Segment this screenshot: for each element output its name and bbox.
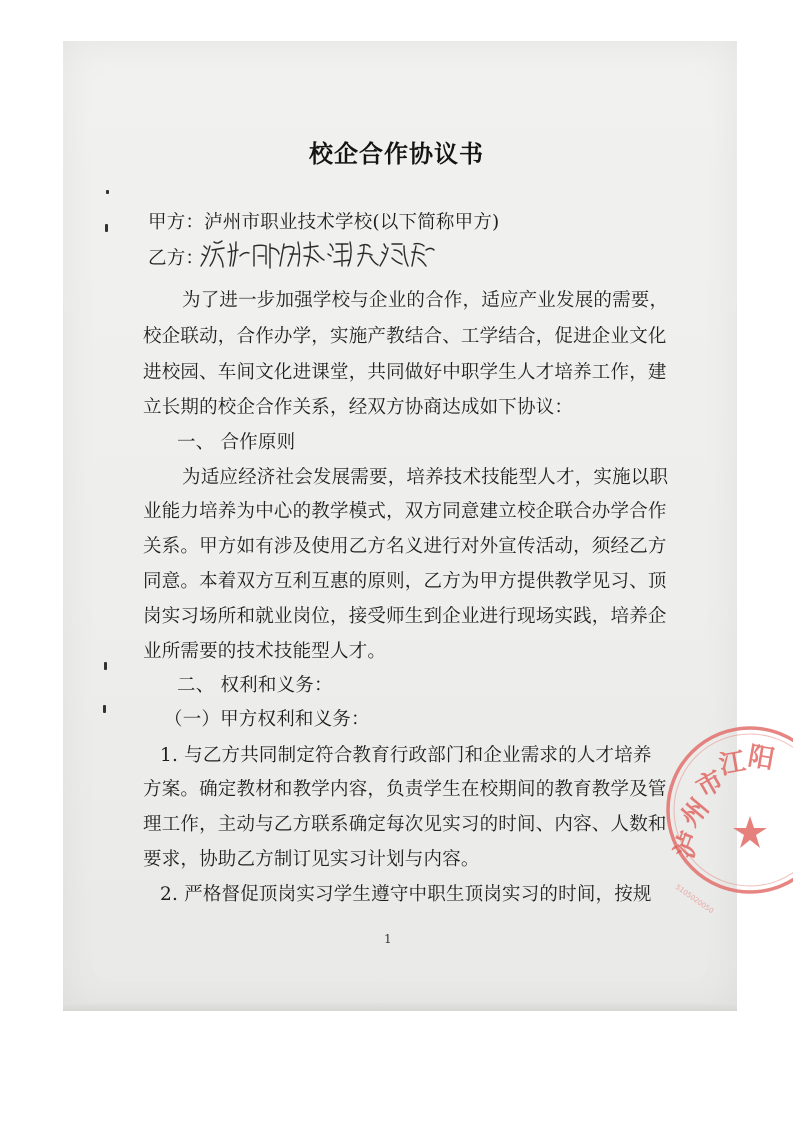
svg-text:5105020050: 5105020050: [673, 883, 715, 916]
document-title: 校企合作协议书: [309, 139, 484, 168]
paragraph-line: 进校园、车间文化进课堂，共同做好中职学生人才培养工作，建: [143, 362, 667, 383]
paragraph-line: 立长期的校企合作关系，经双方协商达成如下协议：: [143, 397, 574, 418]
svg-text:州: 州: [675, 793, 716, 833]
paragraph-line: 业所需要的技术技能型人才。: [143, 641, 387, 662]
subsection-heading: （一）甲方权利和义务：: [164, 709, 370, 730]
party-b-signature: [200, 236, 440, 276]
margin-mark: [106, 190, 109, 194]
paragraph-line: 同意。本着双方互利互惠的原则，乙方为甲方提供教学见习、顶: [143, 571, 667, 592]
paragraph-line: 为了进一步加强学校与企业的合作，适应产业发展的需要，: [182, 290, 669, 311]
paragraph-line: 2. 严格督促顶岗实习学生遵守中职生顶岗实习的时间，按规: [160, 884, 652, 905]
page-bottom-edge: [63, 1003, 737, 1011]
section-heading: 一、 合作原则: [177, 432, 296, 453]
paragraph-line: 为适应经济社会发展需要，培养技术技能型人才，实施以职: [182, 467, 669, 488]
svg-text:市: 市: [691, 765, 730, 805]
paragraph-line: 岗实习场所和就业岗位，接受师生到企业进行现场实践，培养企: [143, 606, 667, 627]
page-number: 1: [384, 932, 392, 946]
margin-mark: [103, 705, 106, 713]
svg-text:阳: 阳: [745, 741, 777, 776]
section-heading: 二、 权利和义务：: [177, 675, 333, 696]
paragraph-line: 理工作，主动与乙方联系确定每次见实习的时间、内容、人数和: [143, 814, 667, 835]
paragraph-line: 关系。甲方如有涉及使用乙方名义进行对外宣传活动，须经乙方: [143, 536, 667, 557]
margin-mark: [105, 224, 108, 232]
party-a-line: 甲方：泸州市职业技术学校(以下简称甲方): [148, 212, 500, 233]
paragraph-line: 业能力培养为中心的教学模式，双方同意建立校企联合办学合作: [143, 501, 667, 522]
paragraph-line: 要求，协助乙方制订见实习计划与内容。: [143, 849, 480, 870]
svg-text:江: 江: [717, 746, 748, 781]
svg-text:泸: 泸: [669, 827, 707, 863]
paragraph-line: 方案。确定教材和教学内容，负责学生在校期间的教育教学及管: [143, 779, 667, 800]
paragraph-line: 校企联动，合作办学，实施产教结合、工学结合，促进企业文化: [143, 326, 667, 347]
margin-mark: [104, 662, 107, 670]
party-b-label: 乙方：: [148, 248, 205, 269]
paragraph-line: 1. 与乙方共同制定符合教育行政部门和企业需求的人才培养: [160, 745, 652, 766]
company-seal: [655, 690, 793, 920]
